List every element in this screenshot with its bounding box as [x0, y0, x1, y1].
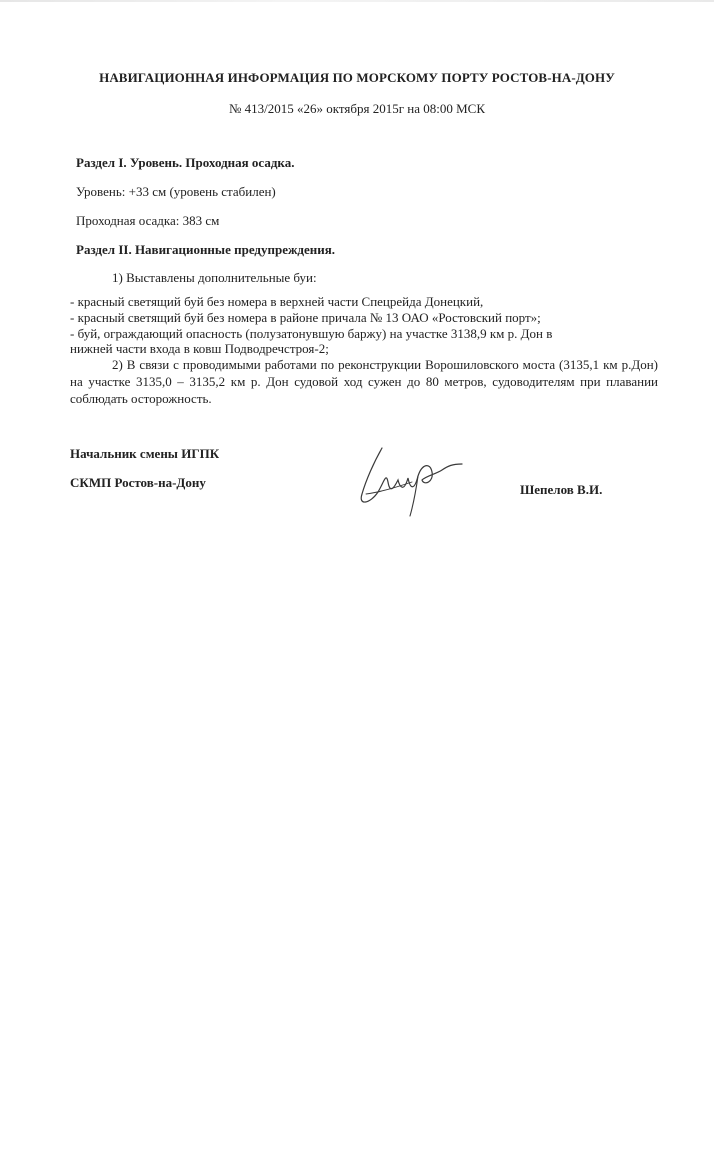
handwritten-signature	[352, 442, 482, 522]
water-level: Уровень: +33 см (уровень стабилен)	[76, 184, 276, 199]
section2-heading: Раздел II. Навигационные предупреждения.	[76, 242, 336, 257]
buoy-line: - красный светящий буй без номера в верхней части Спецрейда Донецкий,	[70, 294, 484, 309]
buoy-line: - буй, ограждающий опасность (полузатонувшую баржу) на участке 3138,9 км р. Дон в	[70, 326, 553, 341]
buoy-line: - красный светящий буй без номера в районе причала № 13 ОАО «Ростовский порт»;	[70, 310, 541, 325]
passing-draft: Проходная осадка: 383 см	[76, 213, 220, 228]
scan-edge	[0, 0, 714, 2]
signoff-name: Шепелов В.И.	[520, 482, 603, 497]
document-subtitle: № 413/2015 «26» октября 2015г на 08:00 МСК	[228, 101, 486, 116]
buoy-line: нижней части входа в ковш Подводречстроя-2;	[70, 341, 329, 356]
signoff-position-line1: Начальник смены ИГПК	[70, 446, 220, 461]
signoff-position-line2: СКМП Ростов-на-Дону	[70, 475, 206, 490]
section1-heading: Раздел I. Уровень. Проходная осадка.	[76, 155, 295, 170]
document-title: НАВИГАЦИОННАЯ ИНФОРМАЦИЯ ПО МОРСКОМУ ПОРТУ РОСТОВ-НА-ДОНУ	[99, 70, 615, 85]
item1-intro: 1) Выставлены дополнительные буи:	[112, 270, 317, 285]
item2-paragraph: 2) В связи с проводимыми работами по реконструкции Ворошиловского моста (3135,1 км р.Дон) на участке 3135,0 – 3135,2 км р. Дон судовой ход сужен до 80 метров, судоводителям при плавании соблюдать осторожность.	[70, 357, 658, 406]
